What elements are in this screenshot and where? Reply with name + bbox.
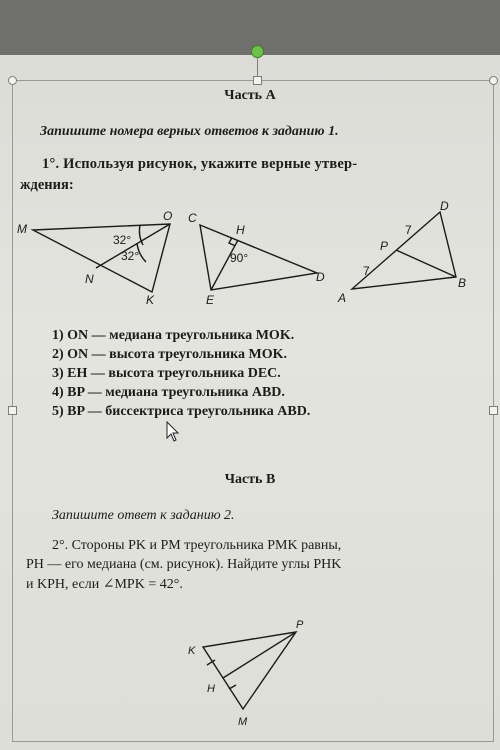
task-1-figures (0, 195, 500, 315)
label-d3: D (440, 199, 449, 213)
task-1-line-1: 1°. Используя рисунок, укажите верные утвер- (42, 156, 358, 172)
angle-label-top: 32° (113, 233, 132, 247)
task-1-line-2: ждения: (20, 177, 74, 193)
triangle-cde (188, 211, 325, 307)
triangle-pkm (188, 619, 304, 728)
label-m2: M (238, 716, 248, 728)
part-b-instruction: Запишите ответ к заданию 2. (52, 508, 235, 523)
triangle-mok (17, 209, 172, 307)
statement-3: 3) EH — высота треугольника DEC. (52, 366, 281, 381)
equal-mark-bottom: 7 (363, 264, 370, 278)
resize-handle-left[interactable] (8, 406, 17, 415)
label-p2: P (296, 619, 304, 631)
task-2-line-1: 2°. Стороны PK и PM треугольника PMK равны, (52, 538, 342, 553)
statement-4: 4) BP — медиана треугольника ABD. (52, 385, 285, 400)
label-k2: K (188, 645, 196, 657)
resize-handle-top-left[interactable] (8, 76, 17, 85)
label-h: H (236, 223, 245, 237)
resize-handle-top[interactable] (253, 76, 262, 85)
resize-handle-right[interactable] (489, 406, 498, 415)
label-d: D (316, 270, 325, 284)
mouse-cursor-icon (166, 421, 180, 443)
label-h2: H (207, 683, 215, 695)
part-a-instruction: Запишите номера верных ответов к заданию 1. (40, 124, 339, 139)
part-b-title: Часть В (224, 472, 276, 487)
rotation-handle-stem (257, 55, 258, 77)
label-e: E (206, 293, 215, 307)
part-a-title: Часть А (224, 88, 276, 103)
resize-handle-top-right[interactable] (489, 76, 498, 85)
equal-mark-top: 7 (405, 223, 412, 237)
statement-1: 1) ON — медиана треугольника MOK. (52, 328, 295, 343)
statement-2: 2) ON — высота треугольника MOK. (52, 347, 287, 362)
angle-label-90: 90° (230, 251, 249, 265)
label-b: B (458, 276, 467, 290)
label-m: M (17, 222, 27, 236)
label-a: A (338, 291, 347, 305)
label-p: P (380, 239, 389, 253)
label-k: K (146, 293, 155, 307)
task-2-line-2: PH — его медиана (см. рисунок). Найдите углы PHK (26, 557, 342, 572)
statement-5: 5) BP — биссектриса треугольника ABD. (52, 404, 311, 419)
rotate-handle[interactable] (251, 45, 264, 58)
label-c: C (188, 211, 197, 225)
label-n: N (85, 272, 94, 286)
task-2-figure (0, 605, 500, 735)
task-2-line-3: и KPH, если ∠MPK = 42°. (26, 577, 183, 592)
triangle-abd (337, 199, 466, 305)
label-o: O (163, 209, 173, 223)
angle-label-bottom: 32° (121, 249, 140, 263)
